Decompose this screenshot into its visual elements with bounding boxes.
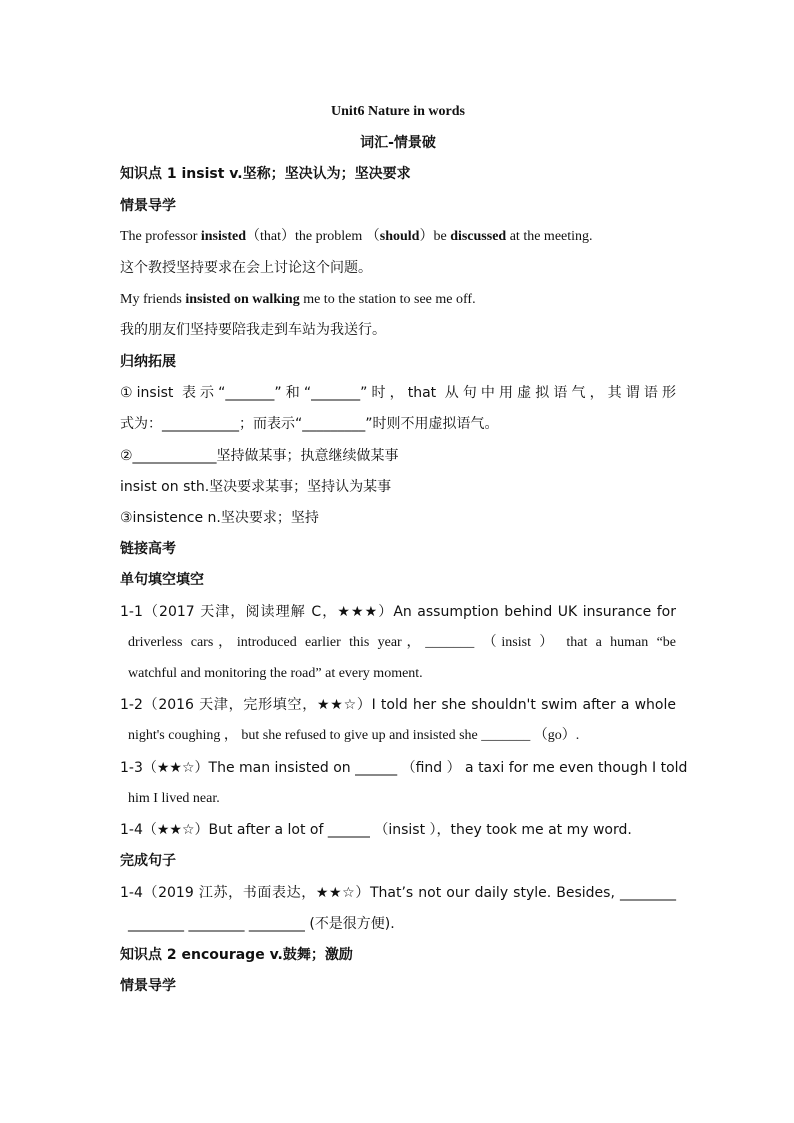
summary-item-4: ③insistence n.坚决要求；坚持 [120, 510, 319, 526]
example-1-translation: 这个教授坚持要求在会上讨论这个问题。 [120, 260, 372, 276]
example-1-keyword: discussed [450, 229, 507, 244]
question-1-3-line-1: 1-3（★★☆）The man insisted on ______ （find ） a taxi for me even though I told [120, 760, 688, 776]
question-1-1-line-3: watchful and monitoring the road” at every moment. [128, 666, 423, 681]
exam-link-heading: 链接高考 [120, 541, 176, 557]
example-1-part: ）be [419, 229, 451, 244]
question-1-2-line-1: 1-2（2016 天津，完形填空，★★☆）I told her she shouldn't swim after a whole [120, 697, 676, 713]
knowledge-point-1-heading: 知识点 1 insist v.坚称；坚决认为；坚决要求 [120, 166, 411, 182]
document-subtitle: 词汇-情景破 [360, 135, 436, 151]
guide-heading-2: 情景导学 [120, 978, 176, 994]
example-2-keyword: insisted on walking [185, 292, 300, 307]
example-1-keyword: insisted [200, 229, 246, 244]
example-2-translation: 我的朋友们坚持要陪我走到车站为我送行。 [120, 322, 386, 338]
example-1-keyword: should [379, 229, 420, 244]
knowledge-point-2-heading: 知识点 2 encourage v.鼓舞；激励 [120, 947, 353, 963]
question-1-3-line-2: him I lived near. [128, 791, 220, 806]
summary-heading: 归纳拓展 [120, 354, 176, 370]
example-2-part: My friends [120, 292, 186, 307]
question-complete-line-2: ________ ________ ________ (不是很方便). [128, 916, 395, 932]
example-sentence-2 [120, 290, 676, 310]
example-1-part: （that）the problem （ [246, 229, 380, 244]
example-1-part: The professor [120, 229, 201, 244]
summary-item-1-line-2: 式为：___________；而表示“_________”时则不用虚拟语气。 [120, 416, 499, 432]
summary-item-2: ②____________坚持做某事；执意继续做某事 [120, 448, 399, 464]
document-title: Unit6 Nature in words [331, 104, 465, 119]
question-1-1-line-2: driverless cars，introduced earlier this year，_______ （insist ） that a human “be [128, 635, 676, 650]
complete-sentence-heading: 完成句子 [120, 853, 176, 869]
question-1-1-line-1: 1-1（2017 天津，阅读理解 C，★★★）An assumption behind UK insurance for [120, 604, 676, 620]
question-complete-line-1: 1-4（2019 江苏，书面表达，★★☆）That’s not our daily style. Besides, ________ [120, 885, 676, 901]
example-sentence-1 [120, 227, 676, 247]
example-2-part: me to the station to see me off. [299, 292, 476, 307]
guide-heading-1: 情景导学 [120, 198, 176, 214]
summary-item-1-line-1: ①insist 表示“_______”和“_______”时，that 从句中用虚拟语气，其谓语形 [120, 385, 676, 401]
summary-item-3: insist on sth.坚决要求某事；坚持认为某事 [120, 479, 392, 495]
question-1-2-line-2: night's coughing ， but she refused to give up and insisted she _______ （go）. [128, 728, 580, 743]
question-1-4: 1-4（★★☆）But after a lot of ______ （insist ），they took me at my word. [120, 822, 632, 838]
fill-in-blank-heading: 单句填空填空 [120, 572, 204, 588]
example-1-part: at the meeting. [506, 229, 593, 244]
